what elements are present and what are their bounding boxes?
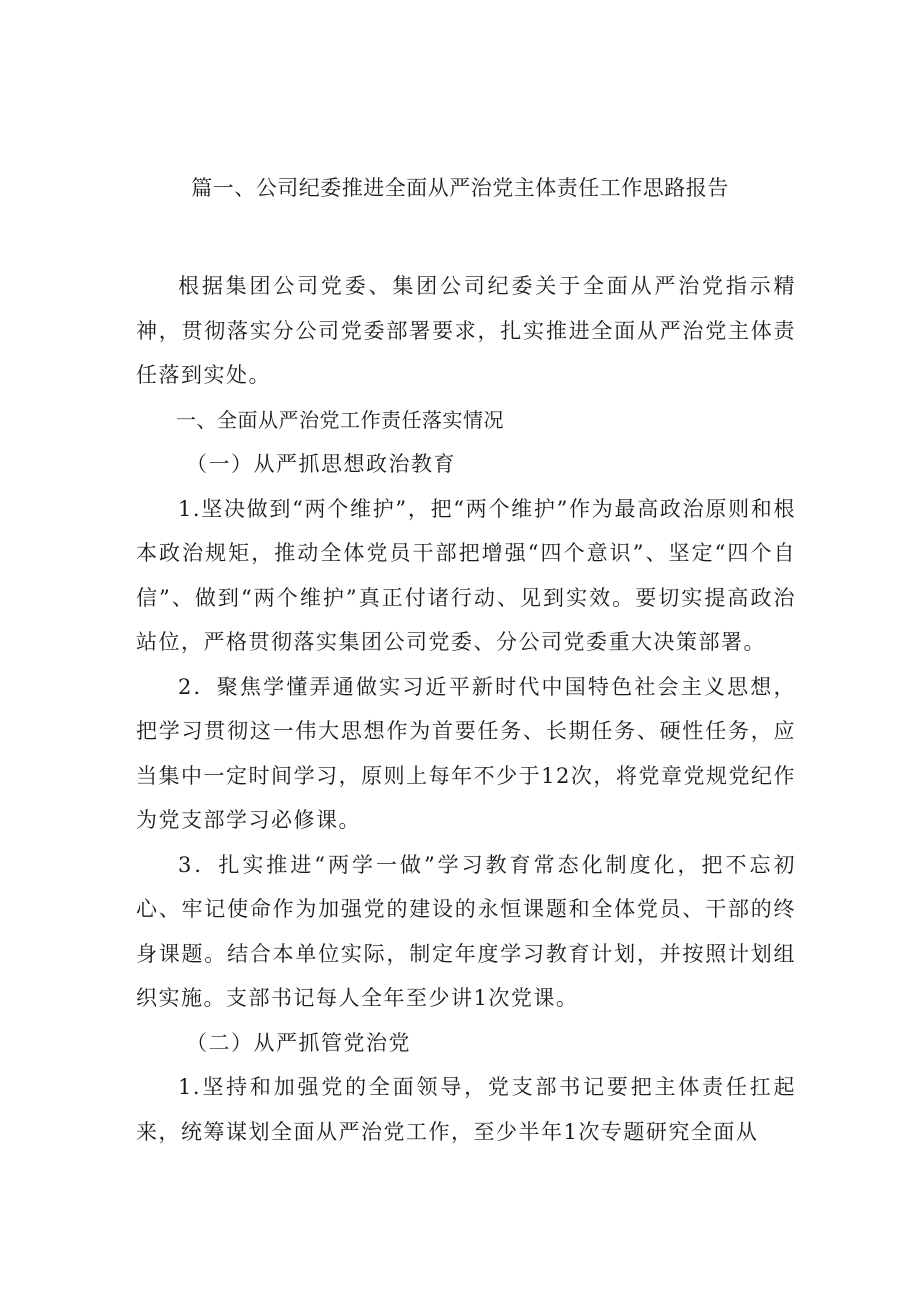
body-paragraph: 1.坚持和加强党的全面领导，党支部书记要把主体责任扛起来，统筹谋划全面从严治党工作，至少半年1次专题研究全面从 xyxy=(136,1075,796,1144)
section-heading: 一、全面从严治党工作责任落实情况 xyxy=(176,407,504,432)
body-paragraph: 1.坚决做到“两个维护”，把“两个维护”作为最高政治原则和根本政治规矩，推动全体党员干部把增强“四个意识”、坚定“四个自信”、做到“两个维护”真正付诸行动、见到实效。要切实提高政治站位，严格贯彻落实集团公司党委、分公司党委重大决策部署。 xyxy=(136,496,796,654)
body-paragraph: 2．聚焦学懂弄通做实习近平新时代中国特色社会主义思想，把学习贯彻这一伟大思想作为首要任务、长期任务、硬性任务，应当集中一定时间学习，原则上每年不少于12次，将党章党规党纪作为党支部学习必修课。 xyxy=(136,674,796,832)
body-paragraph: 3．扎实推进“两学一做”学习教育常态化制度化，把不忘初心、牢记使命作为加强党的建设的永恒课题和全体党员、干部的终身课题。结合本单位实际，制定年度学习教育计划，并按照计划组织实施。支部书记每人全年至少讲1次党课。 xyxy=(136,852,796,1010)
intro-paragraph: 根据集团公司党委、集团公司纪委关于全面从严治党指示精神，贯彻落实分公司党委部署要求，扎实推进全面从严治党主体责任落到实处。 xyxy=(136,274,796,387)
subsection-heading: （一）从严抓思想政治教育 xyxy=(186,452,456,476)
subsection-heading: （二）从严抓管党治党 xyxy=(186,1030,411,1055)
document-body xyxy=(136,264,796,1154)
document-title: 篇一、公司纪委推进全面从严治党主体责任工作思路报告 xyxy=(191,176,729,200)
